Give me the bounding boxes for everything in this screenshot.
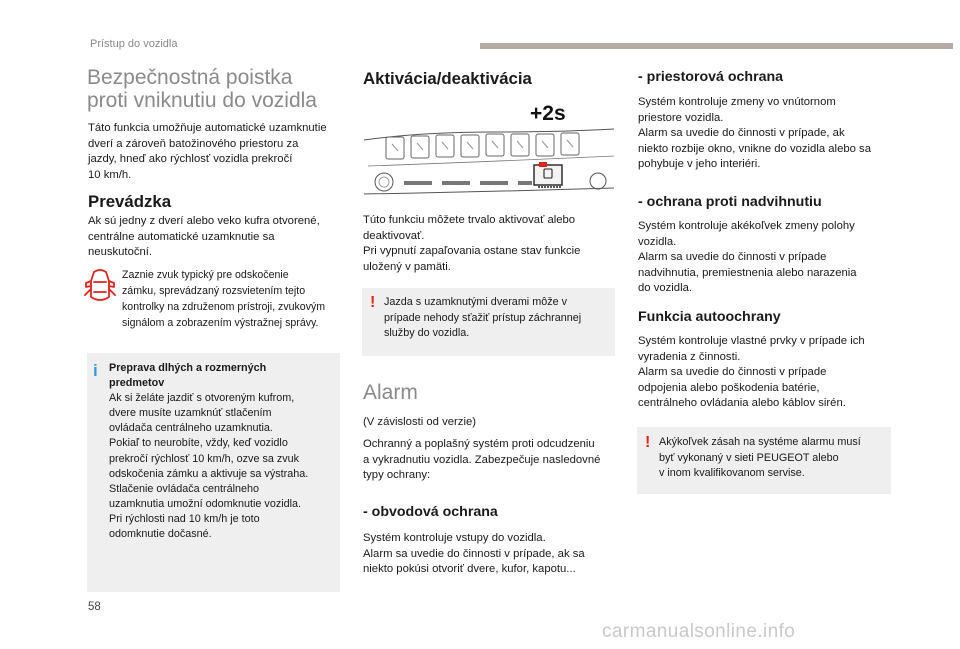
text-line: vyradenia z činnosti. <box>638 350 741 363</box>
obvodova-heading: - obvodová ochrana <box>363 504 498 520</box>
text-line: deaktivovať. <box>363 229 425 242</box>
text-line: prípade nehody sťažiť prístup záchrannej <box>384 311 582 324</box>
text-line: Alarm sa uvedie do činnosti v prípade, ak sa <box>363 547 585 560</box>
text-line: odskočenia zámku a aktivuje sa výstraha. <box>109 467 309 480</box>
main-title <box>87 66 347 112</box>
text-line: jazdy, hneď ako rýchlosť vozidla prekročí <box>88 153 293 166</box>
text-line: uzamknutia umožní odomknutie vozidla. <box>109 497 302 510</box>
text-line: signálom a zobrazením výstražnej správy. <box>122 316 319 329</box>
text-line: niekto pokúsi otvoriť dvere, kufor, kapotu... <box>363 563 576 576</box>
obvodova-paragraph <box>363 531 585 578</box>
text-line: byť vykonaný v sieti PEUGEOT alebo <box>659 451 839 464</box>
text-line: prekročí rýchlosť 10 km/h, ozve sa zvuk <box>109 452 300 465</box>
aktivacia-paragraph <box>363 213 580 275</box>
prevadzka-heading: Prevádzka <box>88 192 172 211</box>
priestorova-paragraph <box>638 95 871 173</box>
text-line: Táto funkcia umožňuje automatické uzamknutie <box>88 122 327 134</box>
warning-icon: ! <box>370 294 376 311</box>
text-line: niekto rozbije okno, vnikne do vozidla alebo sa <box>638 142 871 155</box>
info-box-title: predmetov <box>109 377 165 390</box>
nadvihnutiu-paragraph <box>638 219 857 297</box>
warning-box-text <box>659 435 861 482</box>
text-line: Ochranný a poplašný systém proti odcudzeniu <box>363 438 595 450</box>
warning-box-text <box>384 295 581 342</box>
text-line: Alarm sa uvedie do činnosti v prípade <box>638 366 827 379</box>
text-line: ovládača centrálneho uzamknutia. <box>109 422 273 435</box>
text-line: Pri vypnutí zapaľovania ostane stav funkcie <box>363 245 581 258</box>
text-line: uložený v pamäti. <box>363 260 451 273</box>
text-line: kontrolky na združenom prístroji, zvukovým <box>122 300 326 313</box>
text-line: zámku, sprevádzaný rozsvietením tejto <box>122 284 306 297</box>
info-box-text <box>109 361 308 542</box>
text-line: Jazda s uzamknutými dverami môže v <box>384 296 568 308</box>
control-panel-illustration <box>362 126 616 198</box>
text-line: Ak si želáte jazdiť s otvoreným kufrom, <box>109 392 295 405</box>
text-line: Ak sú jedny z dverí alebo veko kufra otvorené, <box>88 215 320 227</box>
alarm-heading: Alarm <box>363 381 418 404</box>
nadvihnutiu-heading: - ochrana proti nadvihnutiu <box>638 194 822 210</box>
duration-label: +2s <box>530 102 566 125</box>
text-line: Pokiaľ to neurobíte, vždy, keď vozidlo <box>109 437 288 450</box>
text-line: centrálne automatické uzamknutie sa <box>88 230 275 243</box>
icon-description <box>122 268 325 332</box>
text-line: do vozidla. <box>638 282 693 295</box>
warning-icon: ! <box>645 434 651 451</box>
aktivacia-heading: Aktivácia/deaktivácia <box>363 69 532 88</box>
text-line: Systém kontroluje akékoľvek zmeny polohy <box>638 220 855 232</box>
intro-paragraph <box>88 121 327 183</box>
text-line: služby do vozidla. <box>384 327 470 339</box>
text-line: Systém kontroluje vlastné prvky v prípade ich <box>638 335 865 347</box>
text-line: vozidla. <box>638 235 677 248</box>
text-line: pohybuje v jeho interiéri. <box>638 158 761 171</box>
autoochrany-paragraph <box>638 334 865 412</box>
text-line: dvere musíte uzamknúť stlačením <box>109 407 272 420</box>
text-line: priestore vozidla. <box>638 111 724 124</box>
text-line: centrálneho ovládania alebo káblov sirén. <box>638 397 846 410</box>
text-line: Akýkoľvek zásah na systéme alarmu musí <box>659 436 861 448</box>
text-line: Stlačenie ovládača centrálneho <box>109 482 260 495</box>
text-line: nadvihnutia, premiestnenia alebo narazenia <box>638 266 857 279</box>
page-header-title: Prístup do vozidla <box>90 38 178 50</box>
text-line: odpojenia alebo poškodenia batérie, <box>638 381 820 394</box>
header-bar <box>480 43 953 49</box>
info-icon: i <box>93 361 98 380</box>
text-line: v inom kvalifikovanom servise. <box>659 467 805 479</box>
watermark-text: carmanualsonline.info <box>602 621 796 642</box>
text-line: a vykradnutiu vozidla. Zabezpečuje nasledovné <box>363 453 601 466</box>
text-line: odomknutie dočasné. <box>109 528 212 541</box>
main-title-line-2: proti vniknutiu do vozidla <box>87 89 317 112</box>
text-line: 10 km/h. <box>88 168 132 181</box>
text-line: dverí a zároveň batožinového priestoru za <box>88 137 299 150</box>
prevadzka-paragraph <box>88 214 320 261</box>
text-line: Alarm sa uvedie do činnosti v prípade, ak <box>638 127 845 140</box>
alarm-paragraph <box>363 437 600 484</box>
alarm-note: (V závislosti od verzie) <box>363 416 477 428</box>
text-line: Zaznie zvuk typický pre odskočenie <box>122 269 289 281</box>
text-line: Systém kontroluje vstupy do vozidla. <box>363 532 546 544</box>
door-open-warning-icon <box>84 267 116 309</box>
text-line: typy ochrany: <box>363 469 431 482</box>
page-number: 58 <box>88 601 101 613</box>
text-line: Systém kontroluje zmeny vo vnútornom <box>638 96 836 108</box>
text-line: Alarm sa uvedie do činnosti v prípade <box>638 251 827 264</box>
text-line: Pri rýchlosti nad 10 km/h je toto <box>109 512 260 525</box>
text-line: neuskutoční. <box>88 246 153 259</box>
autoochrany-heading: Funkcia autoochrany <box>638 309 781 325</box>
main-title-line-1: Bezpečnostná poistka <box>87 66 293 89</box>
text-line: Túto funkciu môžete trvalo aktivovať alebo <box>363 214 576 226</box>
info-box-title: Preprava dlhých a rozmerných <box>109 362 267 374</box>
priestorova-heading: - priestorová ochrana <box>638 69 784 85</box>
